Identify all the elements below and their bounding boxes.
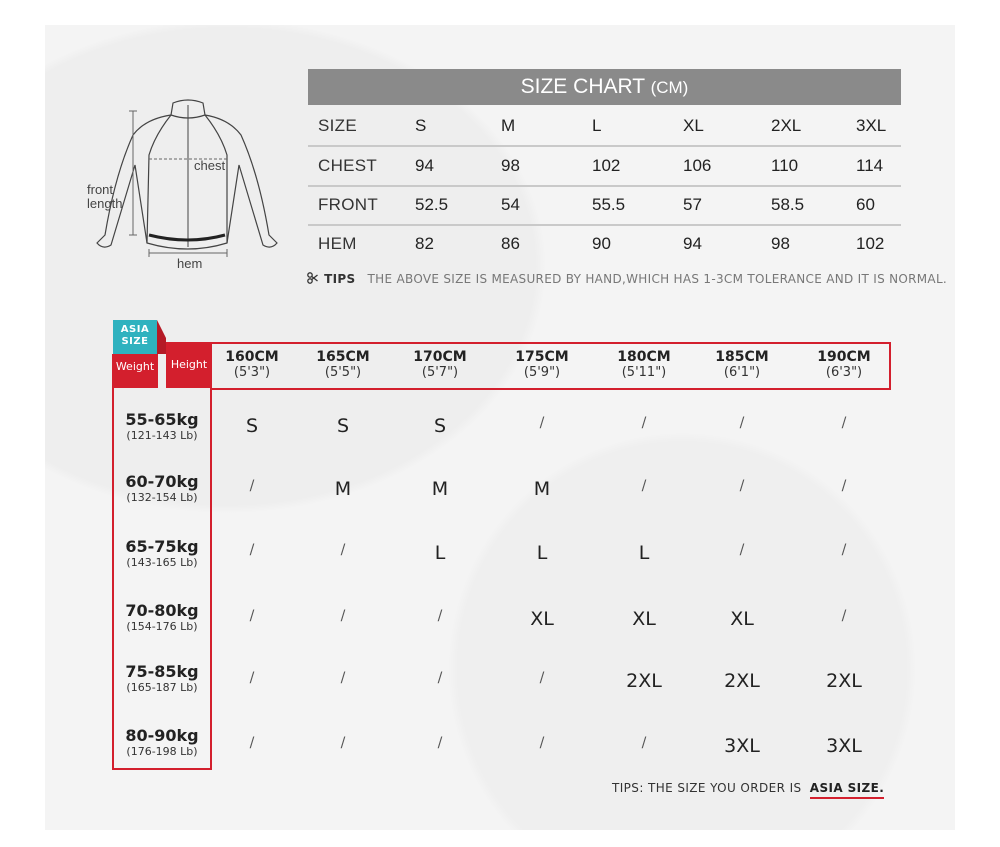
size-grid-cell: / — [841, 415, 847, 431]
weight-row-label — [114, 727, 210, 758]
height-cm: 170CM — [413, 349, 467, 365]
weight-lb: (165-187 Lb) — [126, 681, 198, 694]
front-length-label-2: length — [87, 196, 123, 211]
size-grid-cell: M — [533, 478, 551, 500]
weight-kg: 55-65kg — [125, 410, 199, 429]
size-header-col: 2XL — [771, 116, 802, 135]
size-chart-row-hem — [308, 224, 901, 263]
table-cell: 98 — [501, 156, 520, 175]
height-imperial: (5'5") — [324, 365, 362, 380]
table-cell: 98 — [771, 234, 790, 253]
height-column-header — [400, 349, 480, 381]
weight-row-label — [114, 411, 210, 442]
weight-lb: (132-154 Lb) — [126, 491, 198, 504]
bottom-tip-emphasis: ASIA SIZE. — [810, 781, 884, 799]
size-grid-cell: 2XL — [826, 670, 862, 692]
size-grid-cell: / — [739, 415, 745, 431]
size-grid-cell: / — [841, 478, 847, 494]
size-grid-cell: / — [340, 608, 346, 624]
weight-kg: 60-70kg — [125, 472, 199, 491]
size-grid-cell: / — [841, 542, 847, 558]
weight-lb: (143-165 Lb) — [126, 556, 198, 569]
size-grid-cell: / — [249, 542, 255, 558]
height-imperial: (5'11") — [621, 365, 667, 380]
tips-text: THE ABOVE SIZE IS MEASURED BY HAND,WHICH HAS 1-3CM TOLERANCE AND IT IS NORMAL. — [367, 272, 948, 286]
size-header-col: S — [415, 116, 427, 135]
size-header-col: XL — [683, 116, 704, 135]
size-grid-cell: / — [437, 670, 443, 686]
size-grid-cell: / — [249, 670, 255, 686]
chest-label: chest — [194, 158, 226, 173]
badge-fold-icon — [157, 320, 166, 354]
size-chart-row-front — [308, 185, 901, 226]
bottom-tip-text: TIPS: THE SIZE YOU ORDER IS — [612, 781, 802, 795]
size-header-label: SIZE — [318, 116, 357, 135]
scissors-icon — [307, 272, 318, 284]
size-grid-cell: / — [539, 415, 545, 431]
tips-key: TIPS — [324, 272, 356, 286]
height-imperial: (6'3") — [825, 365, 863, 380]
size-header-col: 3XL — [856, 116, 887, 135]
size-grid-cell: / — [249, 478, 255, 494]
size-grid-cell: 3XL — [724, 735, 760, 757]
size-grid-cell: / — [739, 542, 745, 558]
weight-row-label — [114, 602, 210, 633]
tips-line — [307, 272, 947, 286]
weight-row-label — [114, 663, 210, 694]
size-chart-unit: (CM) — [650, 78, 689, 97]
weight-lb: (154-176 Lb) — [126, 620, 198, 633]
table-cell: 82 — [415, 234, 434, 253]
size-grid-cell: M — [431, 478, 449, 500]
size-grid-cell: / — [641, 478, 647, 494]
height-cm: 190CM — [817, 349, 871, 365]
size-chart-header-row — [308, 106, 901, 147]
weight-kg: 70-80kg — [125, 601, 199, 620]
table-cell: 94 — [683, 234, 702, 253]
size-chart-row-chest — [308, 146, 901, 187]
size-grid-cell: / — [539, 670, 545, 686]
height-imperial: (6'1") — [723, 365, 761, 380]
size-grid-cell: L — [434, 542, 446, 564]
row-label: HEM — [318, 234, 357, 253]
height-column-header — [212, 349, 292, 381]
size-grid-cell: L — [638, 542, 650, 564]
table-cell: 60 — [856, 195, 875, 214]
size-grid-cell: 2XL — [724, 670, 760, 692]
size-grid-cell: / — [641, 735, 647, 751]
height-label: Height — [166, 342, 212, 388]
table-cell: 102 — [592, 156, 621, 175]
front-length-label-1: front — [87, 182, 114, 197]
size-grid-cell: S — [336, 415, 350, 437]
weight-lb: (176-198 Lb) — [126, 745, 198, 758]
size-header-col: L — [592, 116, 602, 135]
height-column-header — [702, 349, 782, 381]
size-grid-cell: 2XL — [626, 670, 662, 692]
height-cm: 175CM — [515, 349, 569, 365]
bottom-tip — [612, 781, 884, 795]
size-grid-cell: S — [245, 415, 259, 437]
height-column-header — [303, 349, 383, 381]
height-imperial: (5'9") — [523, 365, 561, 380]
weight-row-label — [114, 538, 210, 569]
height-column-header — [804, 349, 884, 381]
height-cm: 160CM — [225, 349, 279, 365]
row-label: CHEST — [318, 156, 378, 175]
asia-badge-line1: ASIA — [120, 324, 150, 335]
size-grid-cell: / — [249, 735, 255, 751]
table-cell: 86 — [501, 234, 520, 253]
height-cm: 185CM — [715, 349, 769, 365]
size-chart-title-text: SIZE CHART — [520, 75, 645, 98]
size-grid-cell: XL — [632, 608, 656, 630]
height-column-header — [604, 349, 684, 381]
table-cell: 52.5 — [415, 195, 449, 214]
size-grid-cell: M — [334, 478, 352, 500]
asia-badge-line2: SIZE — [121, 336, 149, 347]
height-imperial: (5'7") — [421, 365, 459, 380]
size-grid-cell: / — [340, 542, 346, 558]
size-grid-cell: XL — [730, 608, 754, 630]
weight-kg: 75-85kg — [125, 662, 199, 681]
size-grid-cell: / — [641, 415, 647, 431]
size-chart-title — [308, 69, 901, 105]
weight-row-label — [114, 473, 210, 504]
table-cell: 57 — [683, 195, 702, 214]
size-grid-cell: / — [739, 478, 745, 494]
height-column-header — [502, 349, 582, 381]
jacket-illustration — [85, 95, 290, 275]
height-cm: 180CM — [617, 349, 671, 365]
size-grid-cell: / — [249, 608, 255, 624]
size-grid-cell: 3XL — [826, 735, 862, 757]
table-cell: 114 — [856, 156, 884, 175]
height-cm: 165CM — [316, 349, 370, 365]
size-grid-cell: / — [539, 735, 545, 751]
size-header-col: M — [501, 116, 516, 135]
table-cell: 102 — [856, 234, 885, 253]
size-grid-cell: / — [841, 608, 847, 624]
size-grid-cell: / — [340, 735, 346, 751]
table-cell: 110 — [771, 156, 799, 175]
table-cell: 106 — [683, 156, 712, 175]
height-imperial: (5'3") — [233, 365, 271, 380]
size-grid-cell: / — [437, 735, 443, 751]
size-grid-cell: L — [536, 542, 548, 564]
size-grid-cell: / — [340, 670, 346, 686]
table-cell: 55.5 — [592, 195, 626, 214]
asia-size-badge — [113, 320, 157, 354]
size-grid-cell: S — [433, 415, 447, 437]
table-cell: 94 — [415, 156, 434, 175]
weight-column-box — [112, 388, 212, 770]
size-grid-cell: XL — [530, 608, 554, 630]
row-label: FRONT — [318, 195, 379, 214]
weight-lb: (121-143 Lb) — [126, 429, 198, 442]
weight-label: Weight — [112, 354, 158, 388]
table-cell: 58.5 — [771, 195, 805, 214]
weight-kg: 80-90kg — [125, 726, 199, 745]
weight-kg: 65-75kg — [125, 537, 199, 556]
hem-label: hem — [177, 256, 203, 271]
table-cell: 54 — [501, 195, 520, 214]
table-cell: 90 — [592, 234, 611, 253]
size-grid-cell: / — [437, 608, 443, 624]
